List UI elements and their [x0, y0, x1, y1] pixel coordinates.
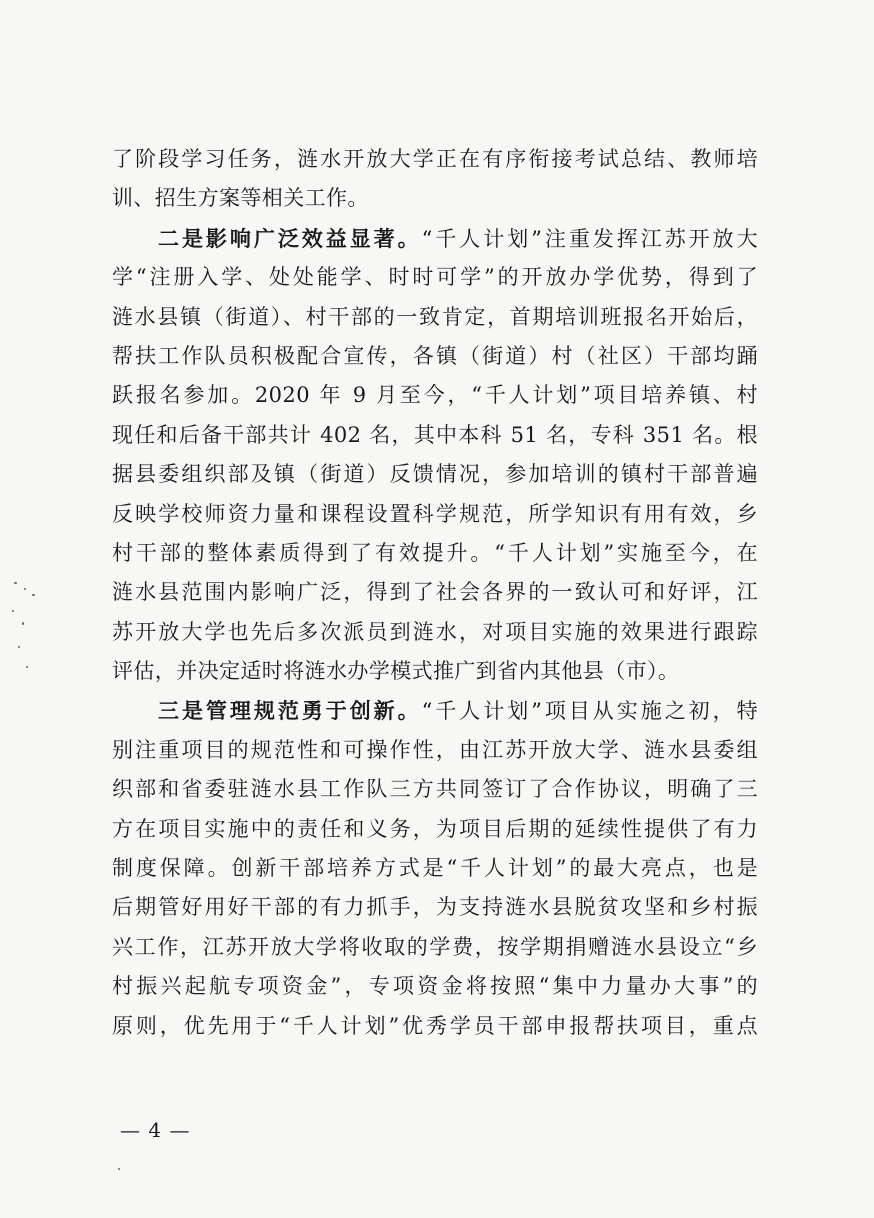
text-line: 训、招生方案等相关工作。 — [112, 186, 369, 211]
body-text — [112, 140, 758, 1046]
text-line: 现任和后备干部共计 402 名，其中本科 51 名，专科 351 名。根 — [112, 422, 758, 447]
text-line: 苏开放大学也先后多次派员到涟水，对项目实施的效果进行跟踪 — [112, 619, 758, 644]
text-line: 帮扶工作队员积极配合宣传，各镇（街道）村（社区）干部均踊 — [112, 343, 758, 368]
text-line: 学“注册入学、处处能学、时时可学”的开放办学优势，得到了 — [112, 265, 758, 290]
text-line: 兴工作，江苏开放大学将收取的学费，按学期捐赠涟水县设立“乡 — [112, 934, 758, 959]
scan-speck — [118, 1168, 120, 1170]
scan-speck — [12, 610, 14, 612]
text-line: 涟水县范围内影响广泛，得到了社会各界的一致认可和好评，江 — [112, 580, 758, 605]
scan-speck — [26, 666, 28, 668]
text-line: 别注重项目的规范性和可操作性，由江苏开放大学、涟水县委组 — [112, 737, 758, 762]
scan-speck — [18, 646, 20, 648]
text-line: 了阶段学习任务，涟水开放大学正在有序衔接考试总结、教师培 — [112, 147, 758, 171]
scan-speck — [22, 622, 24, 625]
paragraph-heading: 二是影响广泛效益显著。 — [158, 225, 422, 251]
paragraph-2-first-line — [112, 219, 758, 258]
text-run: “千人计划”注重发挥江苏开放大 — [421, 226, 758, 251]
text-line: 村振兴起航专项资金”，专项资金将按照“集中力量办大事”的 — [112, 974, 758, 999]
paragraph-heading: 三是管理规范勇于创新。 — [158, 698, 422, 724]
text-line: 评估，并决定适时将涟水办学模式推广到省内其他县（市）。 — [112, 659, 680, 684]
page-number: — 4 — — [120, 1118, 191, 1142]
text-line: 涟水县镇（街道）、村干部的一致肯定，首期培训班报名开始后， — [112, 304, 758, 329]
paragraph-3-first-line — [112, 691, 758, 730]
text-line: 据县委组织部及镇（街道）反馈情况，参加培训的镇村干部普遍 — [112, 462, 758, 487]
text-line: 跃报名参加。2020 年 9 月至今，“千人计划”项目培养镇、村 — [112, 383, 758, 408]
text-line: 织部和省委驻涟水县工作队三方共同签订了合作协议，明确了三 — [112, 777, 758, 802]
text-line: 制度保障。创新干部培养方式是“千人计划”的最大亮点，也是 — [112, 856, 758, 881]
scan-speck — [24, 588, 26, 590]
text-line: 方在项目实施中的责任和义务，为项目后期的延续性提供了有力 — [112, 816, 758, 841]
scan-speck — [32, 594, 35, 596]
text-line: 后期管好用好干部的有力抓手，为支持涟水县脱贫攻坚和乡村振 — [112, 895, 758, 920]
scan-speck — [14, 582, 17, 584]
text-line: 反映学校师资力量和课程设置科学规范，所学知识有用有效，乡 — [112, 501, 758, 526]
text-run: “千人计划”项目从实施之初，特 — [421, 699, 758, 724]
text-line: 原则，优先用于“千人计划”优秀学员干部申报帮扶项目，重点 — [112, 1013, 758, 1038]
text-line: 村干部的整体素质得到了有效提升。“千人计划”实施至今，在 — [112, 540, 758, 565]
